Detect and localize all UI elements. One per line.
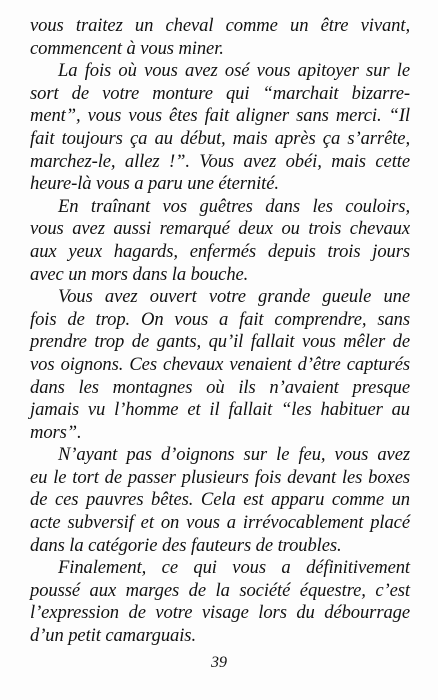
paragraph-2 [30, 60, 410, 196]
paragraph-1 [30, 15, 410, 60]
paragraph-6 [30, 557, 410, 647]
text-line: poussé aux marges de la société équestre, c’est [30, 579, 410, 601]
text-line: vos oignons. Ces chevaux venaient d’être capturés [30, 353, 410, 375]
text-line: La fois où vous avez osé vous apitoyer sur le [58, 60, 410, 82]
text-line: avec un mors dans la bouche. [30, 263, 249, 285]
text-line: commencent à vous miner. [30, 37, 224, 59]
text-line: d’un petit camarguais. [30, 625, 196, 647]
text-line: dans les montagnes où ils n’avaient presque [30, 376, 410, 398]
text-line: jamais vu l’homme et il fallait “les habituer au [30, 399, 410, 421]
text-line: fois de trop. On vous a fait comprendre, sans [30, 308, 410, 330]
paragraph-4 [30, 286, 410, 444]
body-text [30, 15, 410, 648]
text-line: fait toujours ça au début, mais après ça s’arrête, [30, 127, 410, 149]
text-line: vous traitez un cheval comme un être vivant, [30, 15, 410, 36]
text-line: mors”. [30, 421, 82, 443]
text-line: vous avez aussi remarqué deux ou trois chevaux [30, 218, 410, 240]
text-line: prendre trop de gants, qu’il fallait vous mêler de [30, 331, 410, 353]
text-line: de ces pauvres bêtes. Cela est apparu comme un [30, 489, 410, 511]
text-line: sort de votre monture qui “marchait bizarre- [30, 82, 410, 104]
text-line: Finalement, ce qui vous a définitivement [58, 557, 410, 579]
text-line: Vous avez ouvert votre grande gueule une [58, 286, 410, 308]
text-line: heure-là vous a paru une éternité. [30, 173, 279, 195]
text-line: ment”, vous vous êtes fait aligner sans merci. “Il [30, 105, 410, 127]
paragraph-3 [30, 196, 410, 286]
text-line: dans la catégorie des fauteurs de troubles. [30, 534, 342, 556]
text-line: acte subversif et on vous a irrévocablement placé [30, 512, 410, 534]
text-line: marchez-le, allez !”. Vous avez obéi, mais cette [30, 150, 410, 172]
page-number: 39 [211, 654, 227, 671]
paragraph-5 [30, 444, 410, 557]
text-line: En traînant vos guêtres dans les couloirs, [58, 195, 410, 217]
text-line: eu le tort de passer plusieurs fois devant les boxes [30, 466, 410, 488]
text-line: aux yeux hagards, enfermés depuis trois jours [30, 240, 410, 262]
text-line: l’expression de votre visage lors du débourrage [30, 602, 410, 624]
text-line: N’ayant pas d’oignons sur le feu, vous avez [58, 444, 410, 466]
